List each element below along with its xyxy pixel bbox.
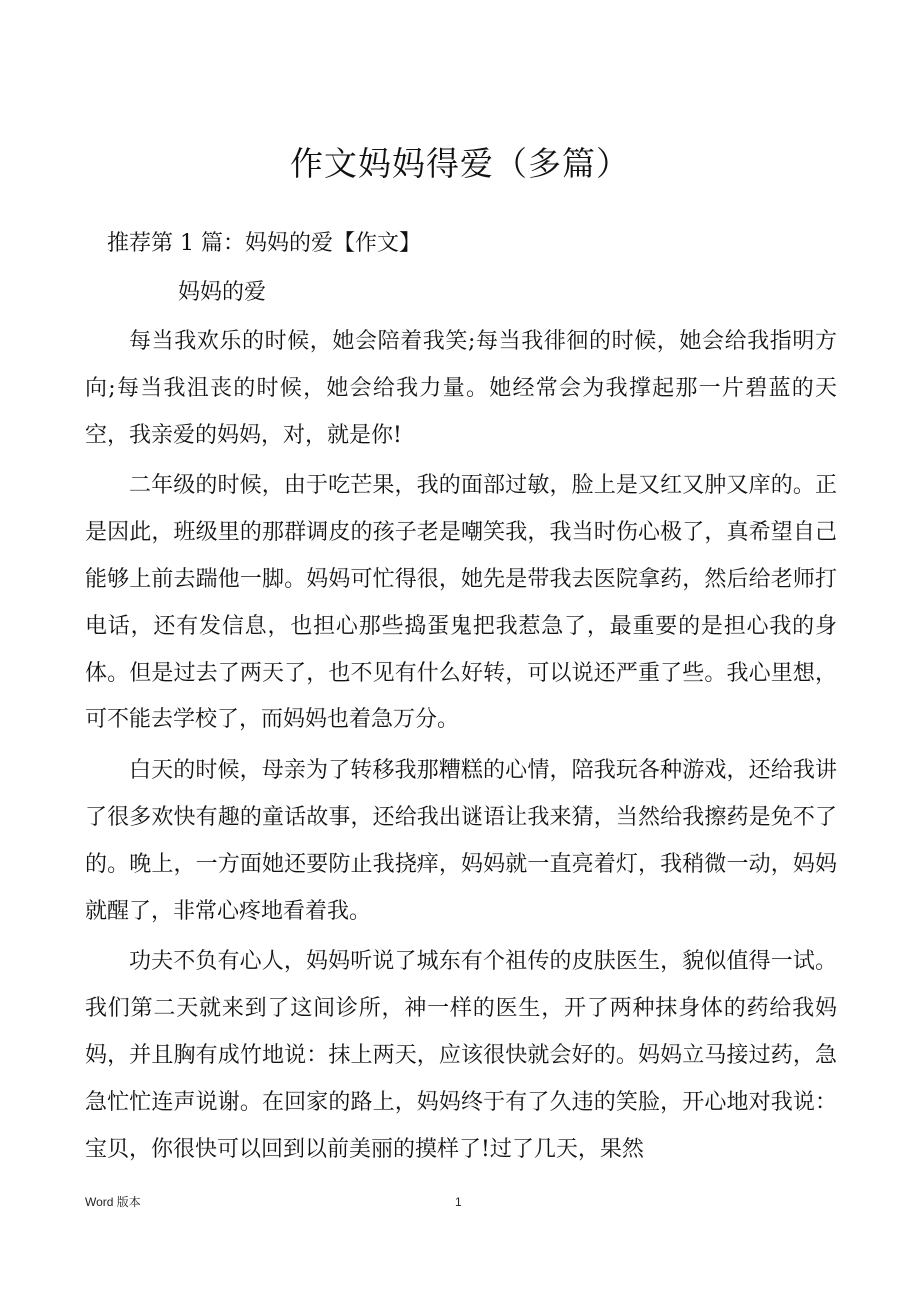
footer-page-number: 1: [455, 1195, 462, 1209]
footer-version-label: Word 版本: [85, 1195, 141, 1209]
paragraph-1: 每当我欢乐的时候，她会陪着我笑;每当我徘徊的时候，她会给我指明方向;每当我沮丧的时候，她会给我力量。她经常会为我撑起那一片碧蓝的天空，我亲爱的妈妈，对，就是你!: [85, 329, 837, 448]
paragraph-4: 功夫不负有心人，妈妈听说了城东有个祖传的皮肤医生，貌似值得一试。我们第二天就来到了这间诊所，神一样的医生，开了两种抹身体的药给我妈妈，并且胸有成竹地说：抹上两天，应该很快就会好的。妈妈立马接过药，急急忙忙连声说谢。在回家的路上，妈妈终于有了久违的笑脸，开心地对我说：宝贝，你很快可以回到以前美丽的摸样了!过了几天，果然: [85, 949, 837, 1162]
paragraph-3: 白天的时候，母亲为了转移我那糟糕的心情，陪我玩各种游戏，还给我讲了很多欢快有趣的童话故事，还给我出谜语让我来猜，当然给我擦药是免不了的。晚上，一方面她还要防止我挠痒，妈妈就一直亮着灯，我稍微一动，妈妈就醒了，非常心疼地看着我。: [85, 758, 837, 924]
essay-body: [85, 319, 837, 1177]
paragraph-2: 二年级的时候，由于吃芒果，我的面部过敏，脸上是又红又肿又庠的。正是因此，班级里的那群调皮的孩子老是嘲笑我，我当时伤心极了，真希望自己能够上前去踹他一脚。妈妈可忙得很，她先是带我去医院拿药，然后给老师打电话，还有发信息，也担心那些捣蛋鬼把我惹急了，最重要的是担心我的身体。但是过去了两天了，也不见有什么好转，可以说还严重了些。我心里想，可不能去学校了，而妈妈也着急万分。: [85, 473, 837, 733]
section-heading: 推荐第 1 篇：妈妈的爱【作文】: [107, 231, 421, 256]
essay-subheading: 妈妈的爱: [178, 280, 267, 305]
document-title: 作文妈妈得爱（多篇）: [290, 144, 630, 183]
